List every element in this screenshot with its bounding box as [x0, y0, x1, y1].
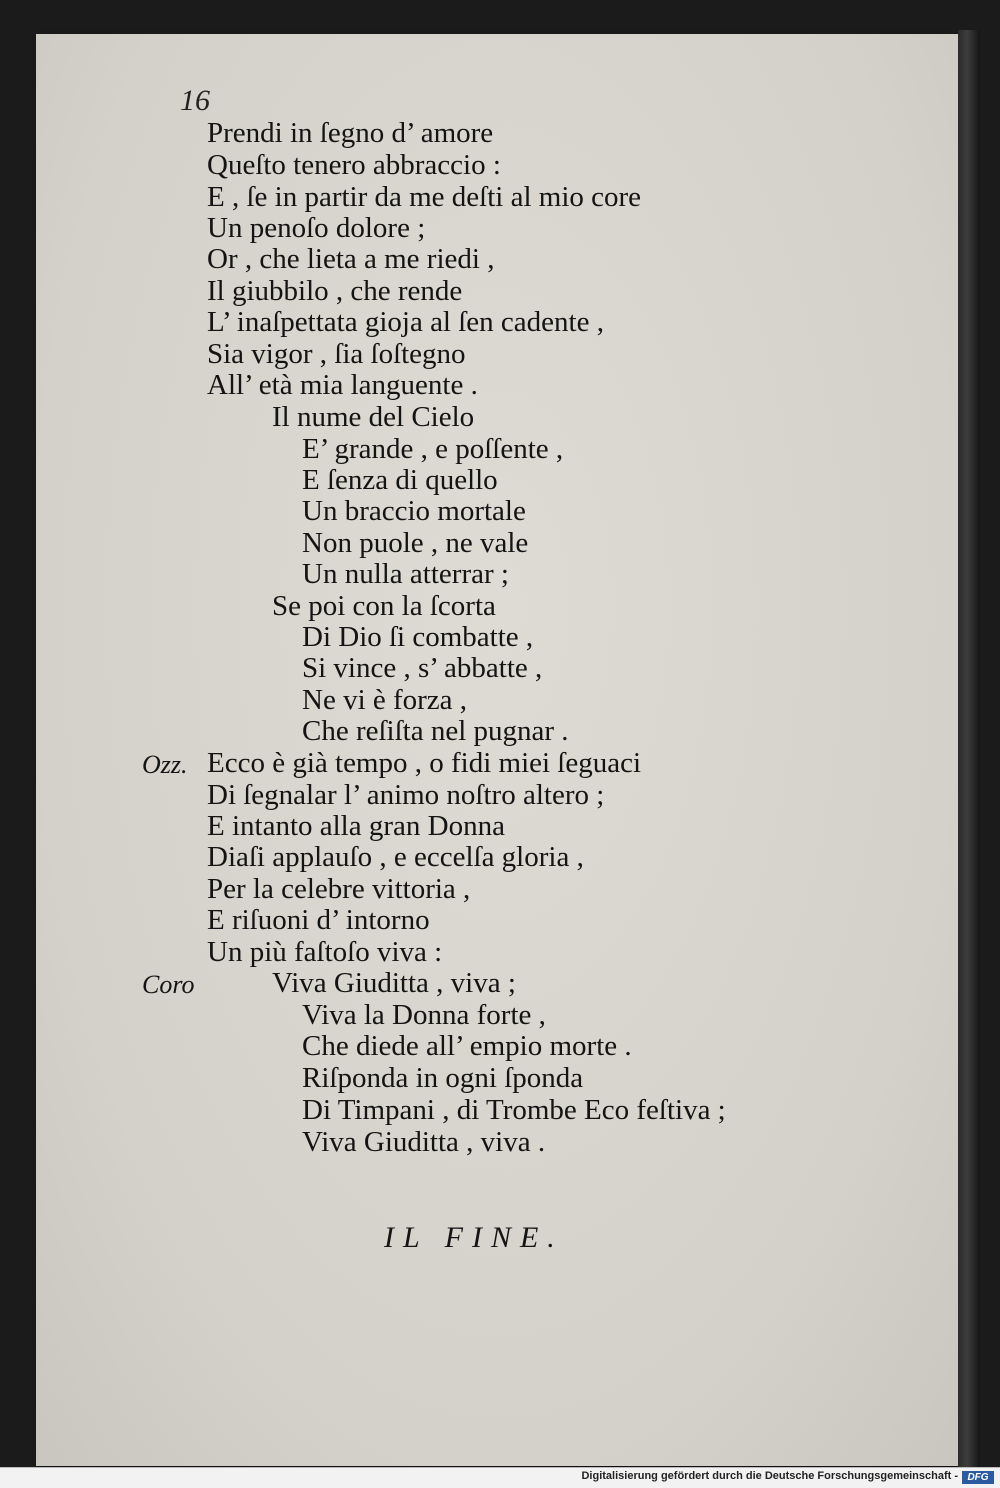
- verse-line: Un più faſtoſo viva :: [207, 936, 443, 968]
- verse-line: Un braccio mortale: [302, 495, 526, 527]
- verse-line: Riſponda in ogni ſponda: [302, 1062, 584, 1094]
- verse-line: Si vince , s’ abbatte ,: [302, 652, 543, 684]
- verse-line: Prendi in ſegno d’ amore: [207, 117, 494, 149]
- verse-line: E’ grande , e poſſente ,: [302, 433, 564, 465]
- verse-line: E , ſe in partir da me deſti al mio core: [207, 181, 642, 213]
- verse-line: Sia vigor , ſia ſoſtegno: [207, 338, 466, 370]
- verse-line: E ſenza di quello: [302, 464, 498, 496]
- book-spine: [958, 30, 980, 1470]
- verse-line: Se poi con la ſcorta: [272, 590, 496, 622]
- verse-line: Ne vi è forza ,: [302, 684, 468, 716]
- verse-line: Non puole , ne vale: [302, 527, 529, 559]
- verse-line: E riſuoni d’ intorno: [207, 904, 430, 936]
- verse-line: Di ſegnalar l’ animo noſtro altero ;: [207, 779, 605, 811]
- verse-line: Un penoſo dolore ;: [207, 212, 426, 244]
- verse-line: Viva Giuditta , viva .: [302, 1126, 546, 1158]
- speaker-label: Ozz.: [142, 750, 188, 779]
- verse-line: Di Dio ſi combatte ,: [302, 621, 534, 653]
- verse-line: Per la celebre vittoria ,: [207, 873, 471, 905]
- speaker-label: Coro: [142, 970, 195, 999]
- verse-line: Diaſi applauſo , e eccelſa gloria ,: [207, 841, 584, 873]
- verse-line: Di Timpani , di Trombe Eco feſtiva ;: [302, 1094, 726, 1126]
- verse-line: Or , che lieta a me riedi ,: [207, 243, 495, 275]
- verse-line: Ecco è già tempo , o fidi miei ſeguaci: [207, 747, 642, 779]
- verse-line: Il nume del Cielo: [272, 401, 475, 433]
- dfg-logo: DFG: [962, 1471, 994, 1484]
- verse-line: Un nulla atterrar ;: [302, 558, 509, 590]
- footer-bar: [0, 1467, 1000, 1488]
- verse-line: Il giubbilo , che rende: [207, 275, 463, 307]
- verse-line: E intanto alla gran Donna: [207, 810, 505, 842]
- verse-line: Queſto tenero abbraccio :: [207, 149, 501, 181]
- verse-line: Che diede all’ empio morte .: [302, 1030, 632, 1062]
- page-number: 16: [180, 84, 210, 117]
- verse-line: Viva Giuditta , viva ;: [272, 967, 516, 999]
- footer-credit: Digitalisierung gefördert durch die Deutsche Forschungsgemeinschaft -: [581, 1470, 958, 1482]
- verse-line: Viva la Donna forte ,: [302, 999, 546, 1031]
- verse-line: L’ inaſpettata gioja al ſen cadente ,: [207, 306, 604, 338]
- verse-line: Che reſiſta nel pugnar .: [302, 715, 569, 747]
- closing-title: IL FINE.: [384, 1221, 564, 1254]
- verse-line: All’ età mia languente .: [207, 369, 478, 401]
